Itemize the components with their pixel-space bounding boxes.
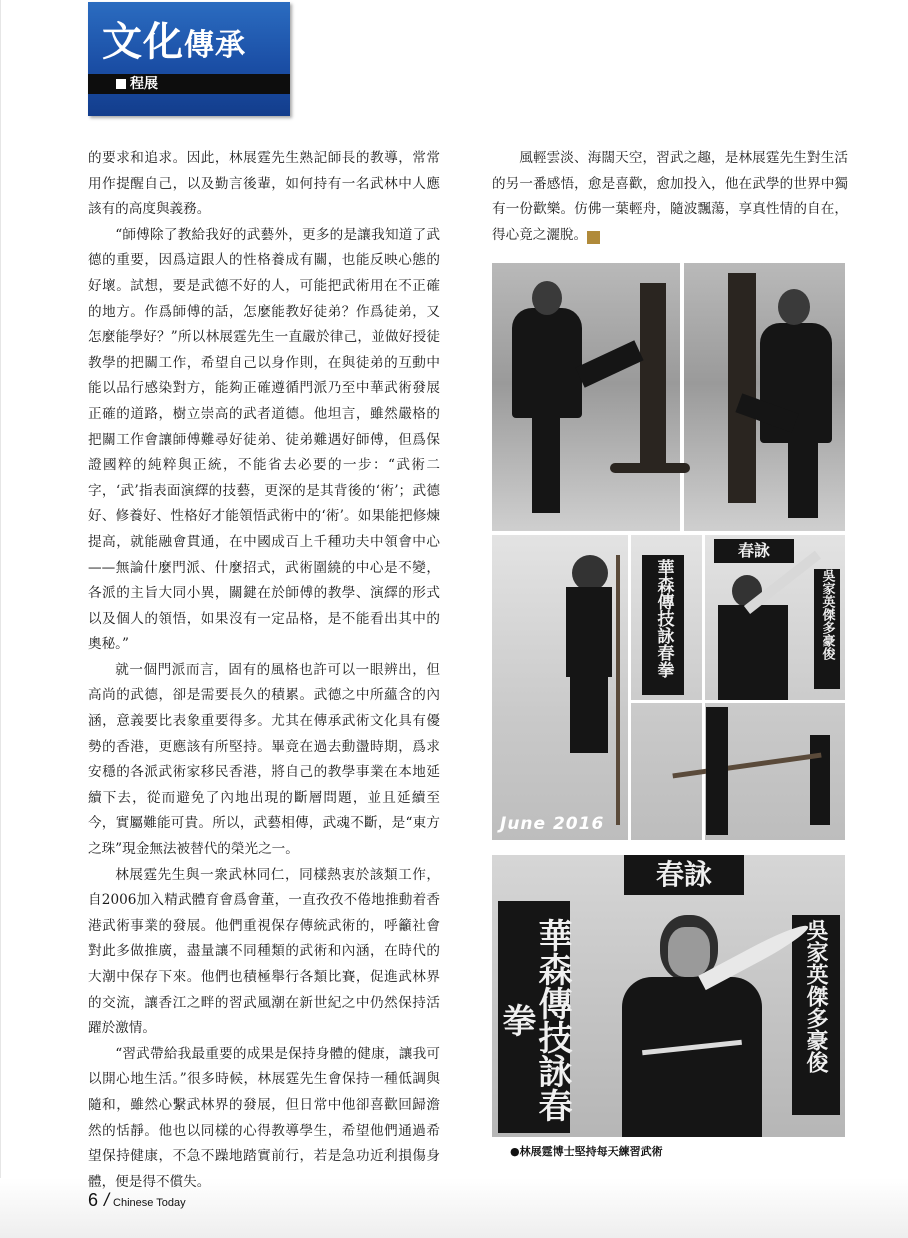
scroll-banner-left [642,555,684,695]
paragraph: “習武帶給我最重要的成果是保持身體的健康，讓我可以開心地生活。”很多時候，林展霆先生會保持一種低調與隨和，雖然心繫武林界的發展，但日常中他卻喜歡回歸澹然的恬靜。他也以同樣的心得教導學生，希望他們通過希望保持健康，不急不躁地踏實前行，若是急功近利損傷身體，便是得不償失。 [88,1045,440,1190]
scroll-banner-top [714,539,794,563]
section-header [88,2,290,116]
date-stamp: June 2016 [500,814,605,834]
scroll-banner-right [814,569,840,689]
scroll-banner-right [792,915,840,1115]
paragraph: 就一個門派而言，固有的風格也許可以一眼辨出，但高尚的武德，卻是需要長久的積累。武德之中所蘊含的內涵，意義要比表象重要得多。尤其在傳承武術文化具有優勢的香港，更應該有所堅持。畢竟在過去動盪時期，爲求安穩的各派武術家移民香港，將自己的教學事業在本地延續下去，從而避免了內地出現的斷層問題，並且延續至今，實屬難能可貴。所以，武藝相傳，武魂不斷，是“東方之珠”現金無法被替代的榮光之一。 [88,661,440,858]
paragraph: 的要求和追求。因此，林展霆先生熟記師長的教導，常常用作提醒自己，以及勤言後輩，如何持有一名武林中人應該有的高度與義務。 [88,150,440,218]
photo-caption: ●林展霆博士堅持每天練習武術 [510,1145,663,1158]
scroll-banner-lower [706,707,728,835]
banner-top-text: 春詠 [655,858,712,891]
author-byline [116,75,158,93]
paragraph: “師傅除了教給我好的武藝外，更多的是讓我知道了武德的重要，因爲這跟人的性格養成有關，也能反映心態的好壞。試想，要是武德不好的人，可能把武術用在不正確的地方。作爲師傅的話，怎麼能教好徒弟？作爲徒弟，又怎麼能學好？”所以林展霆先生一直嚴於律己，並做好授徒教學的把關工作，希望自己以身作則，在與徒弟的互動中能以品行感染對方，能夠正確遵循門派乃至中華武術發展正確的道路，樹立崇高的武者道德。他坦言，雖然嚴格的把關工作會讓師傅難尋好徒弟、徒弟難遇好師傅，但爲保證國粹的純粹與正統，不能省去必要的一步：“武術二字，‘武’指表面演繹的技藝，更深的是其背後的‘術’；武德好、修養好、性格好才能領悟武術中的‘術’。如果能把修煉提高，就能融會貫通，在中國成百上千種功夫中領會中心——無論什麼門派、什麼招式，武術圍繞的中心是不變，各派的主旨大同小異，關鍵在於師傅的教學、演繹的形式以及個人的領悟，如果沒有一定品格，是不能看出其中的奧秘。” [88,226,440,653]
author-name: 程展 [130,76,158,92]
photo-wooden-dummy-training [492,263,845,531]
footer-separator: / [104,1190,110,1210]
photo-butterfly-swords [492,855,845,1137]
magazine-name: Chinese Today [113,1197,186,1209]
banner-right-text: 吳家英傑多豪俊 [803,919,829,1073]
banner-left-text: 華森傳技詠春拳 [653,559,674,678]
end-mark-icon: 劭 [587,231,600,244]
page-number: 6 [88,1190,99,1210]
banner-left-text: 華森傳技詠春拳 [496,918,572,1122]
section-title-main: 文化 [102,19,184,65]
banner-right-text: 吳家英傑多豪俊 [819,569,835,660]
closing-paragraph-text: 風輕雲淡、海闊天空，習武之趣，是林展霆先生對生活的另一番感悟，愈是喜歡，愈加投入，他在武學的世界中獨有一份歡樂。仿佛一葉輕舟，隨波飄蕩，享真性情的自在，得心竟之灑脫。 [492,150,848,243]
scroll-banner-top [624,855,744,895]
right-text-column [492,146,848,248]
section-title [102,18,246,70]
section-title-sub: 傳承 [184,28,246,63]
photo-training-collage [492,535,845,840]
square-bullet-icon [116,79,126,89]
page-footer [88,1190,186,1214]
scroll-banner-left [498,901,570,1133]
left-text-column [88,146,440,1195]
author-bar [88,74,290,94]
banner-top-text: 春詠 [737,541,770,560]
closing-paragraph [492,146,848,248]
paragraph: 林展霆先生與一衆武林同仁，同樣熱衷於該類工作，自2006加入精武體育會爲會董，一直孜孜不倦地推動着香港武術事業的發展。他們重視保存傳統武術的，呼籲社會對此多做推廣，盡量讓不同種類的武術和內涵，在時代的大潮中保存下來。他們也積極舉行各類比賽，促進武林界的交流，讓香江之畔的習武風潮在新世紀之中仍然保持活躍於激情。 [88,866,440,1037]
